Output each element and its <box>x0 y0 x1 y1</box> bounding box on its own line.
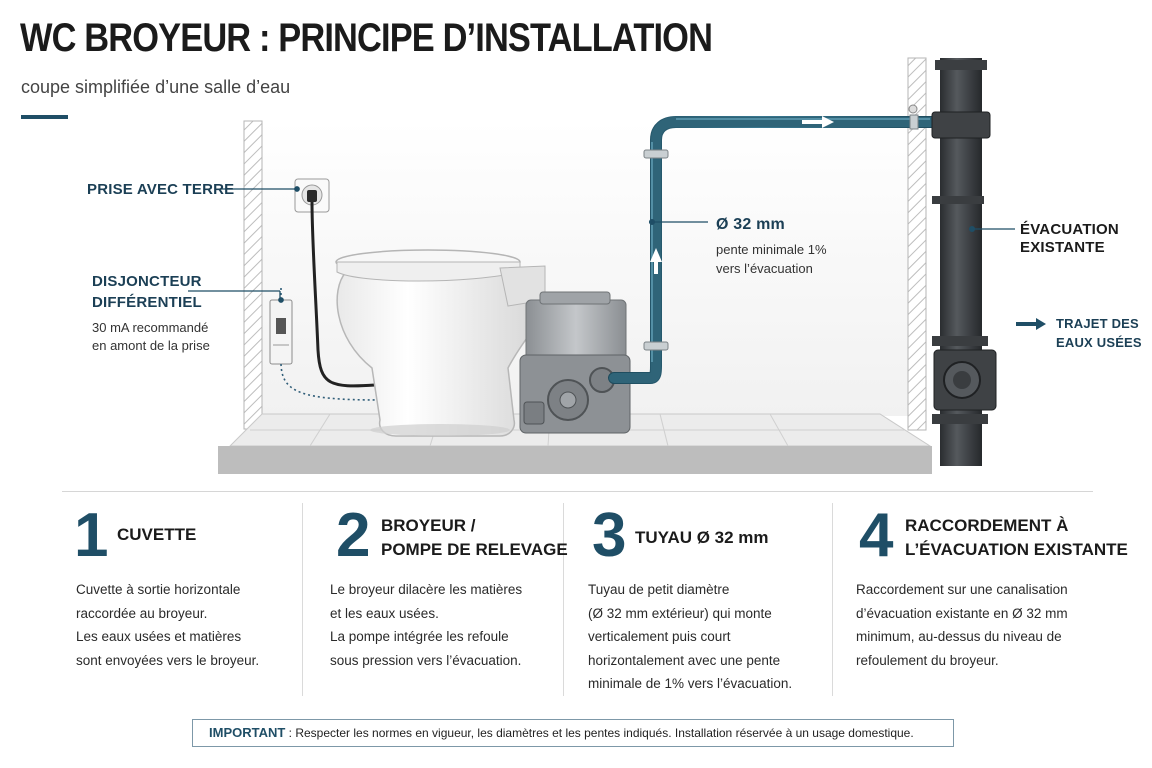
step-title-line-2: L’ÉVACUATION EXISTANTE <box>905 540 1128 559</box>
important-label: IMPORTANT <box>209 725 286 740</box>
step-description: Le broyeur dilacère les matières et les eaux usées. La pompe intégrée les refoule sous pression vers l’évacuation. <box>330 582 523 668</box>
label-disjoncteur-2: DIFFÉRENTIEL <box>92 294 202 311</box>
left-wall <box>244 121 262 429</box>
label-trajet-1: TRAJET DES <box>1056 316 1139 331</box>
label-pipe-note-2: vers l’évacuation <box>716 261 813 276</box>
macerator-unit <box>520 292 630 433</box>
step-description: Tuyau de petit diamètre (Ø 32 mm extérieur) qui monte verticalement puis court horizontalement avec une pente minimale de 1% vers l’évacuation. <box>588 582 793 692</box>
existing-drain <box>932 58 996 466</box>
step-number: 2 <box>336 501 371 570</box>
right-wall <box>908 58 926 430</box>
step-title-line-1: BROYEUR / <box>381 516 476 535</box>
label-pipe-size: Ø 32 mm <box>716 216 785 233</box>
important-notice <box>192 719 954 747</box>
step-description: Cuvette à sortie horizontale raccordée au broyeur. Les eaux usées et matières sont envoyées vers le broyeur. <box>76 582 260 668</box>
label-prise: PRISE AVEC TERRE <box>87 181 235 198</box>
step-number: 4 <box>859 501 894 570</box>
label-disjoncteur-1: DISJONCTEUR <box>92 273 202 290</box>
step-title: CUVETTE <box>117 525 197 544</box>
page-title: WC BROYEUR : PRINCIPE D’INSTALLATION <box>20 16 713 60</box>
step-number: 1 <box>74 501 109 570</box>
step-description: Raccordement sur une canalisation d’évacuation existante en Ø 32 mm minimum, au-dessus du niveau de refoulement du broyeur. <box>856 582 1068 668</box>
column-separator <box>302 503 303 696</box>
step-title-line-2: POMPE DE RELEVAGE <box>381 540 568 559</box>
step-title: TUYAU Ø 32 mm <box>635 528 769 547</box>
label-trajet-2: EAUX USÉES <box>1056 335 1142 350</box>
important-text: Respecter les normes en vigueur, les diamètres et les pentes indiqués. Installation réservée à un usage domestique. <box>295 726 914 740</box>
section-divider <box>62 491 1093 492</box>
label-evacuation-2: EXISTANTE <box>1020 239 1105 256</box>
page-subtitle: coupe simplifiée d’une salle d’eau <box>21 77 291 97</box>
step-title-line-1: RACCORDEMENT À <box>905 516 1069 535</box>
important-separator: : <box>285 726 296 740</box>
label-pipe-note-1: pente minimale 1% <box>716 242 827 257</box>
step-number: 3 <box>592 501 627 570</box>
column-separator <box>832 503 833 696</box>
label-disjoncteur-note-2: en amont de la prise <box>92 338 210 353</box>
legend-arrow <box>1016 318 1046 330</box>
label-evacuation-1: ÉVACUATION <box>1020 221 1119 238</box>
column-separator <box>563 503 564 696</box>
label-disjoncteur-note-1: 30 mA recommandé <box>92 320 209 335</box>
